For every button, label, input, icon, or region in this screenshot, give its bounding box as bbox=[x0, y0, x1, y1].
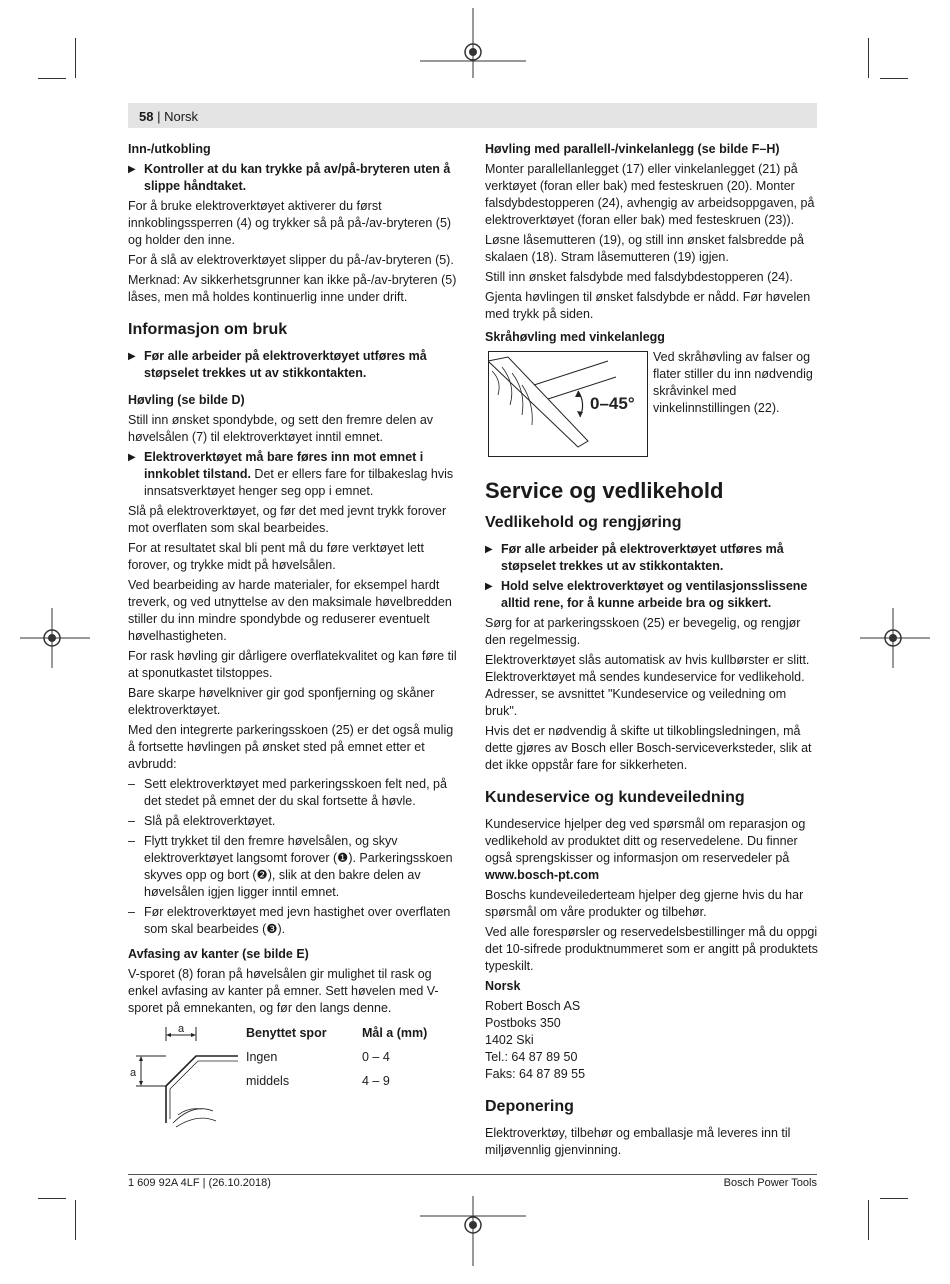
step-item: – Sett elektroverktøyet med parkeringsskoen felt ned, på det stedet på emnet der du skal fortsette å høvle. bbox=[128, 776, 462, 810]
paragraph: Still inn ønsket falsdybde med falsdybdestopperen (24). bbox=[485, 270, 793, 284]
figure-label-a: a bbox=[130, 1067, 137, 1079]
warning-bullet: ▶ Kontroller at du kan trykke på av/på-bryteren uten å slippe håndtaket. bbox=[128, 161, 462, 195]
crop-mark bbox=[868, 1200, 869, 1240]
paragraph: Monter parallellanlegget (17) eller vinkelanlegget (21) på verktøyet (foran eller bak) med festeskruen (20). Monter falsdybdestopperen (24), avhengig av arbeidsoppgaven, på elektroverktøyet (foran eller bak) med festeskruen (23)). bbox=[485, 162, 815, 227]
paragraph: Still inn ønsket spondybde, og sett den fremre delen av høvelsålen (7) til elektroverktøyet inntil emnet. bbox=[128, 413, 434, 444]
warning-bullet bbox=[128, 449, 462, 500]
chamfer-diagram bbox=[128, 1023, 238, 1131]
address-fax: Faks: 64 87 89 55 bbox=[485, 1067, 586, 1081]
paragraph: Hvis det er nødvendig å skifte ut tilkoblingsledningen, må dette gjøres av Bosch eller Bosch-serviceverksteder, slik at det ikke oppstår fare for sikkerheten. bbox=[485, 724, 812, 772]
paragraph: Elektroverktøyet slås automatisk av hvis kullbørster er slitt. Elektroverktøyet må sendes kundeservice for vedlikehold. Adresser, se avsnittet "Kundeservice og veiledning om bruk". bbox=[485, 653, 810, 718]
paragraph: Ved skråhøvling av falser og flater stiller du inn nødvendig skråvinkel med vinkelinnstillingen (22). bbox=[653, 350, 813, 415]
registration-mark-right bbox=[860, 608, 930, 668]
website-link[interactable]: www.bosch-pt.com bbox=[485, 868, 600, 882]
section-title: Avfasing av kanter (se bilde E) bbox=[128, 947, 309, 961]
footer-divider bbox=[128, 1174, 817, 1175]
page-header: 58 | Norsk bbox=[139, 109, 199, 124]
paragraph: For å slå av elektroverktøyet slipper du på-/av-bryteren (5). bbox=[128, 253, 454, 267]
paragraph: Kundeservice hjelper deg ved spørsmål om reparasjon og vedlikehold av produktet ditt og reservedelene. Du finner også sprengskisser og informasjon om reservedeler på bbox=[485, 817, 806, 865]
step-item: – Før elektroverktøyet med jevn hastighet over overflaten som skal bearbeides (❸). bbox=[128, 904, 462, 938]
warning-bold-text: Elektroverktøyet må bare føres inn mot emnet i innkoblet tilstand. bbox=[144, 450, 424, 481]
header-bar bbox=[128, 103, 817, 128]
registration-mark-top bbox=[420, 8, 526, 78]
crop-mark bbox=[868, 38, 869, 78]
paragraph: Elektroverktøy, tilbehør og emballasje må leveres inn til miljøvennlig gjenvinning. bbox=[485, 1126, 791, 1157]
paragraph: For at resultatet skal bli pent må du føre verktøyet lett forover, og trykke midt på høvelsålen. bbox=[128, 541, 424, 572]
section-title: Deponering bbox=[485, 1098, 574, 1115]
chamfer-table bbox=[246, 1023, 427, 1092]
table-cell: 4 – 9 bbox=[362, 1074, 390, 1088]
paragraph: V-sporet (8) foran på høvelsålen gir mulighet til rask og enkel avfasing av kanter på emner. Sett høvelen med V-sporet på emnekanten, og før den langs denne. bbox=[128, 967, 439, 1015]
crop-mark bbox=[880, 1198, 908, 1199]
bevel-figure-block bbox=[485, 349, 819, 459]
step-item: – Slå på elektroverktøyet. bbox=[128, 813, 462, 830]
page-language: Norsk bbox=[164, 109, 199, 124]
step-item: – Flytt trykket til den fremre høvelsålen, og skyv elektroverktøyet langsomt forover (❶). Parkeringsskoen skyves opp og bort (❷), slik at den bakre delen av høvelsålen igjen ligger inntil emnet. bbox=[128, 833, 462, 901]
angle-label: 0–45° bbox=[590, 394, 635, 413]
address-phone: Tel.: 64 87 89 50 bbox=[485, 1050, 578, 1064]
section-title: Vedlikehold og rengjøring bbox=[485, 514, 682, 531]
crop-mark bbox=[75, 1200, 76, 1240]
paragraph: Ved bearbeiding av harde materialer, for eksempel hardt treverk, og ved utnyttelse av den maksimale høvelbredden stiller du inn mindre spondybde og reduserer eventuelt høvelhastigheten. bbox=[128, 578, 452, 643]
registration-mark-bottom bbox=[420, 1196, 526, 1266]
address-block bbox=[485, 998, 819, 1083]
table-header: Mål a (mm) bbox=[362, 1026, 428, 1040]
paragraph: Bare skarpe høvelkniver gir god sponfjerning og skåner elektroverktøyet. bbox=[128, 686, 435, 717]
paragraph: For å bruke elektroverktøyet aktiverer du først innkoblingssperren (4) og trykker så på på-/av-bryteren (5) og holder den inne. bbox=[128, 199, 452, 247]
left-column bbox=[128, 141, 462, 1133]
warning-bullet: ▶ Før alle arbeider på elektroverktøyet utføres må støpselet trekkes ut av stikkontakten. bbox=[485, 541, 819, 575]
warning-bullet: ▶ Hold selve elektroverktøyet og ventilasjonsslissene alltid rene, for å kunne arbeide bra og sikkert. bbox=[485, 578, 819, 612]
table-cell: middels bbox=[246, 1074, 290, 1088]
address-line: Robert Bosch AS bbox=[485, 999, 581, 1013]
address-line: Postboks 350 bbox=[485, 1016, 561, 1030]
crop-mark bbox=[880, 78, 908, 79]
warning-bullet: ▶ Før alle arbeider på elektroverktøyet utføres må støpselet trekkes ut av stikkontakten. bbox=[128, 348, 462, 382]
chapter-title: Service og vedlikehold bbox=[485, 478, 724, 503]
figure-label-a: a bbox=[178, 1023, 185, 1035]
paragraph: Sørg for at parkeringsskoen (25) er bevegelig, og rengjør den regelmessig. bbox=[485, 616, 801, 647]
brand-name: Bosch Power Tools bbox=[723, 1177, 817, 1189]
crop-mark bbox=[38, 78, 66, 79]
page-number: 58 bbox=[139, 109, 154, 124]
country-label: Norsk bbox=[485, 979, 521, 993]
chamfer-figure-block bbox=[128, 1023, 462, 1133]
note: Merknad: Av sikkerhetsgrunner kan ikke på-/av-bryteren (5) låses, men må holdes kontinuerlig inne under drift. bbox=[128, 273, 457, 304]
document-code: 1 609 92A 4LF | (26.10.2018) bbox=[128, 1177, 271, 1189]
right-column bbox=[485, 141, 819, 1162]
table-cell: Ingen bbox=[246, 1050, 278, 1064]
table-header: Benyttet spor bbox=[246, 1026, 327, 1040]
paragraph: Gjenta høvlingen til ønsket falsdybde er nådd. Før høvelen med trykk på siden. bbox=[485, 290, 811, 321]
address-line: 1402 Ski bbox=[485, 1033, 534, 1047]
section-title: Høvling med parallell-/vinkelanlegg (se bilde F–H) bbox=[485, 142, 780, 156]
table-cell: 0 – 4 bbox=[362, 1050, 390, 1064]
section-title: Informasjon om bruk bbox=[128, 321, 288, 338]
paragraph: For rask høvling gir dårligere overflatekvalitet og kan føre til at sponutkastet tilstoppes. bbox=[128, 649, 457, 680]
registration-mark-left bbox=[20, 608, 90, 668]
paragraph: Med den integrerte parkeringsskoen (25) er det også mulig å fortsette høvlingen på ønsket sted på emnet etter et avbrudd: bbox=[128, 723, 454, 771]
section-title: Inn-/utkobling bbox=[128, 142, 211, 156]
section-title: Høvling (se bilde D) bbox=[128, 393, 245, 407]
paragraph: Ved alle forespørsler og reservedelsbestillinger må du oppgi det 10-sifrede produktnummeret som er angitt på produktets typeskilt. bbox=[485, 925, 818, 973]
paragraph: Slå på elektroverktøyet, og før det med jevnt trykk forover mot overflaten som skal bearbeides. bbox=[128, 504, 447, 535]
paragraph: Boschs kundeveilederteam hjelper deg gjerne hvis du har spørsmål om våre produkter og tilbehør. bbox=[485, 888, 804, 919]
bevel-diagram bbox=[488, 351, 648, 457]
crop-mark bbox=[75, 38, 76, 78]
section-title: Kundeservice og kundeveiledning bbox=[485, 789, 745, 806]
crop-mark bbox=[38, 1198, 66, 1199]
warning-text: Det er ellers fare for tilbakeslag hvis innsatsverktøyet henger seg opp i emnet. bbox=[144, 467, 454, 498]
paragraph: Løsne låsemutteren (19), og still inn ønsket falsbredde på skalaen (18). Stram låsemutteren (19) igjen. bbox=[485, 233, 804, 264]
section-title: Skråhøvling med vinkelanlegg bbox=[485, 330, 665, 344]
